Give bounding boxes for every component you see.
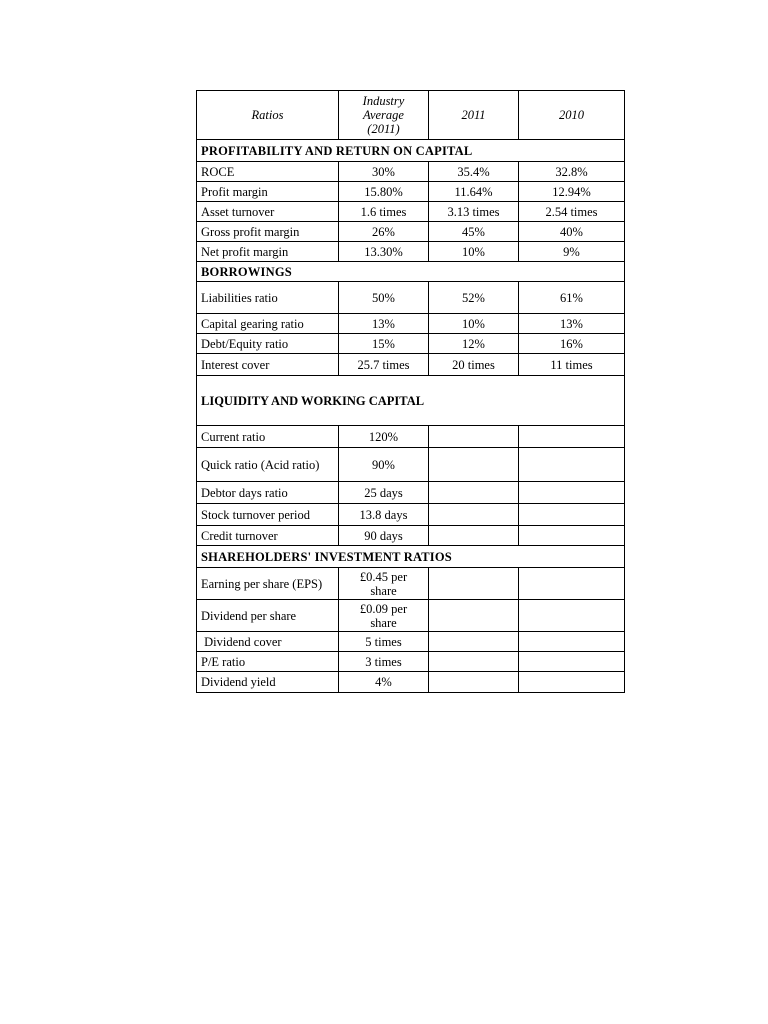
industry-value: 13%: [339, 314, 429, 334]
ratio-name: Dividend yield: [197, 672, 339, 693]
ratio-name: Current ratio: [197, 426, 339, 448]
ratio-name: Profit margin: [197, 182, 339, 202]
header-row: [197, 91, 625, 140]
ratio-name: P/E ratio: [197, 652, 339, 672]
industry-value: 26%: [339, 222, 429, 242]
value-2010: 11 times: [519, 354, 625, 376]
table-row: [197, 482, 625, 504]
table-row: [197, 202, 625, 222]
value-2010: 61%: [519, 282, 625, 314]
table-row: [197, 526, 625, 546]
value-2011: 35.4%: [429, 162, 519, 182]
section-title-profitability: PROFITABILITY AND RETURN ON CAPITAL: [197, 140, 625, 162]
section-row: [197, 262, 625, 282]
value-2011: [429, 448, 519, 482]
section-row: [197, 376, 625, 426]
value-2011: [429, 632, 519, 652]
value-2010: 13%: [519, 314, 625, 334]
industry-value: £0.09 per share: [339, 600, 429, 632]
value-2010: 40%: [519, 222, 625, 242]
ratio-name: Earning per share (EPS): [197, 568, 339, 600]
industry-value: 25.7 times: [339, 354, 429, 376]
ratio-name: Net profit margin: [197, 242, 339, 262]
value-2011: [429, 672, 519, 693]
table-row: [197, 182, 625, 202]
industry-value: 120%: [339, 426, 429, 448]
industry-value: 1.6 times: [339, 202, 429, 222]
table-row: [197, 504, 625, 526]
industry-value: 15.80%: [339, 182, 429, 202]
value-2011: [429, 600, 519, 632]
section-row: [197, 546, 625, 568]
table-row: [197, 282, 625, 314]
section-row: [197, 140, 625, 162]
value-2010: [519, 632, 625, 652]
value-2011: 10%: [429, 242, 519, 262]
ratio-name: Quick ratio (Acid ratio): [197, 448, 339, 482]
section-title-shareholders: SHAREHOLDERS' INVESTMENT RATIOS: [197, 546, 625, 568]
industry-value: 5 times: [339, 632, 429, 652]
industry-value: 4%: [339, 672, 429, 693]
ratio-name: Interest cover: [197, 354, 339, 376]
value-2011: 45%: [429, 222, 519, 242]
value-2010: [519, 600, 625, 632]
industry-value: 13.30%: [339, 242, 429, 262]
value-2010: [519, 504, 625, 526]
ratio-name: Credit turnover: [197, 526, 339, 546]
ratio-name: Capital gearing ratio: [197, 314, 339, 334]
table-row: [197, 314, 625, 334]
value-2010: [519, 448, 625, 482]
industry-value: 90%: [339, 448, 429, 482]
value-2010: 16%: [519, 334, 625, 354]
table-row: [197, 334, 625, 354]
section-title-liquidity: LIQUIDITY AND WORKING CAPITAL: [197, 376, 625, 426]
industry-value: 15%: [339, 334, 429, 354]
table-row: [197, 652, 625, 672]
header-2010: 2010: [519, 91, 625, 140]
value-2011: 20 times: [429, 354, 519, 376]
value-2010: [519, 672, 625, 693]
value-2010: 12.94%: [519, 182, 625, 202]
value-2011: [429, 568, 519, 600]
value-2010: [519, 526, 625, 546]
value-2011: 11.64%: [429, 182, 519, 202]
header-ratios: Ratios: [197, 91, 339, 140]
value-2011: [429, 652, 519, 672]
ratio-name: Gross profit margin: [197, 222, 339, 242]
header-industry-average: Industry Average (2011): [339, 91, 429, 140]
value-2011: [429, 482, 519, 504]
table-row: [197, 162, 625, 182]
table-row: [197, 426, 625, 448]
table-row: [197, 242, 625, 262]
ratio-name: Debtor days ratio: [197, 482, 339, 504]
ratios-table: [196, 90, 625, 693]
industry-value: 3 times: [339, 652, 429, 672]
table-row: [197, 600, 625, 632]
ratio-name: ROCE: [197, 162, 339, 182]
value-2010: [519, 568, 625, 600]
value-2010: [519, 652, 625, 672]
table-row: [197, 568, 625, 600]
value-2010: 2.54 times: [519, 202, 625, 222]
ratio-name: Dividend per share: [197, 600, 339, 632]
ratio-name: Stock turnover period: [197, 504, 339, 526]
industry-value: £0.45 per share: [339, 568, 429, 600]
value-2010: [519, 482, 625, 504]
industry-value: 50%: [339, 282, 429, 314]
table-row: [197, 448, 625, 482]
table-row: [197, 222, 625, 242]
table-row: [197, 672, 625, 693]
ratio-name: Asset turnover: [197, 202, 339, 222]
section-title-borrowings: BORROWINGS: [197, 262, 625, 282]
value-2011: 3.13 times: [429, 202, 519, 222]
value-2011: [429, 426, 519, 448]
table-row: [197, 632, 625, 652]
industry-value: 90 days: [339, 526, 429, 546]
ratio-name: Liabilities ratio: [197, 282, 339, 314]
value-2011: 12%: [429, 334, 519, 354]
header-2011: 2011: [429, 91, 519, 140]
industry-value: 30%: [339, 162, 429, 182]
industry-value: 25 days: [339, 482, 429, 504]
ratio-name: Debt/Equity ratio: [197, 334, 339, 354]
table-row: [197, 354, 625, 376]
value-2011: 52%: [429, 282, 519, 314]
value-2010: 9%: [519, 242, 625, 262]
ratio-name: Dividend cover: [197, 632, 339, 652]
value-2011: [429, 504, 519, 526]
value-2011: 10%: [429, 314, 519, 334]
value-2010: [519, 426, 625, 448]
value-2011: [429, 526, 519, 546]
industry-value: 13.8 days: [339, 504, 429, 526]
value-2010: 32.8%: [519, 162, 625, 182]
